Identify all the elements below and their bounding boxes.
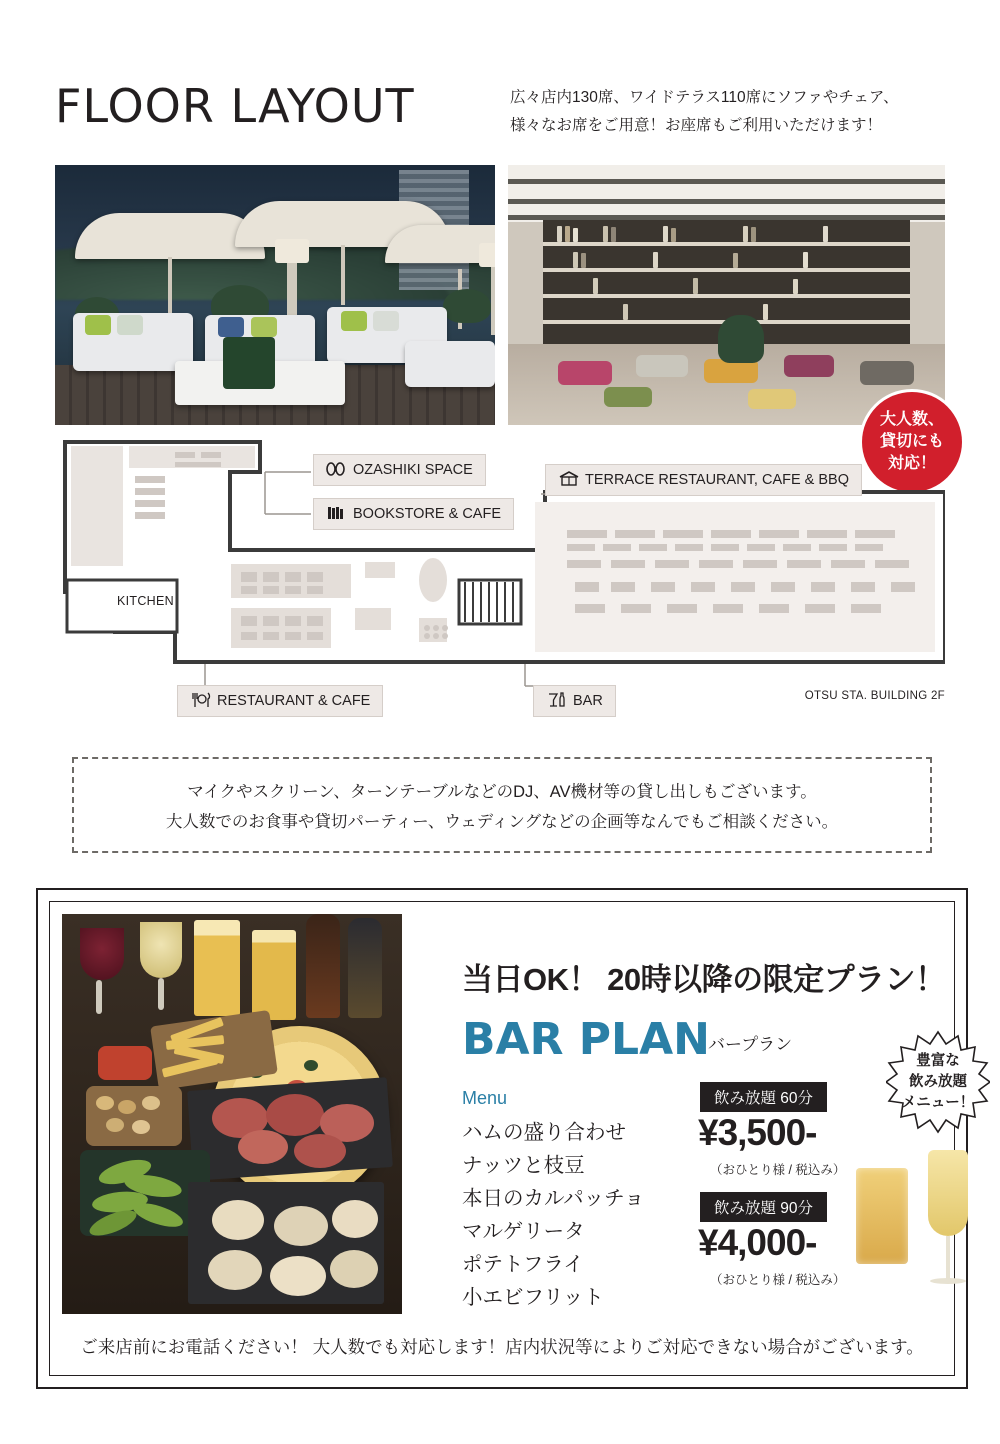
list-item: マルゲリータ [462,1220,585,1243]
list-item: ポテトフライ [462,1253,584,1276]
floorplan-label-bookstore [313,498,514,530]
burst-line2: 飲み放題 [909,1073,967,1090]
services-note-line2: 大人数でのお食事や貸切パーティー、ウェディングなどの企画等なんでもご相談ください。 [165,813,839,831]
menu-list [462,1116,644,1314]
terrace-photo [55,165,495,425]
terrace-icon [558,471,578,489]
drinks-photo [850,1138,990,1298]
page-header [55,78,945,148]
bar-plan-title-jp: バープラン [708,1035,793,1054]
floorplan [55,432,945,732]
services-note-line1: マイクやスクリーン、ターンテーブルなどのDJ、AV機材等の貸し出しもございます。 [187,783,817,801]
price-note-90min: （おひとり様 / 税込み） [710,1273,846,1287]
list-item: ハムの盛り合わせ [462,1121,626,1144]
price-tag-60min: 飲み放題 60分 [700,1082,827,1112]
list-item: 本日のカルパッチョ [462,1187,645,1210]
price-amount-90min: ¥4,000- [698,1222,817,1263]
interior-photo [508,165,945,425]
bar-plan-photo [62,914,402,1314]
price-tag-90min: 飲み放題 90分 [700,1192,827,1222]
floorplan-label-restaurant [177,685,383,717]
floorplan-kitchen-label: KITCHEN [117,594,174,608]
bar-plan-panel-inner [49,901,975,1376]
floorplan-label-text: TERRACE RESTAURANT, CAFE & BBQ [585,472,849,488]
burst-line3: メニュー！ [901,1094,975,1111]
cutlery-icon [190,692,210,710]
cushion-icon [326,461,346,479]
floorplan-building-note: OTSU STA. BUILDING 2F [804,690,945,702]
page-title: FLOOR LAYOUT [55,79,415,133]
floorplan-label-text: OZASHIKI SPACE [353,462,473,478]
bar-plan-panel [36,888,975,1389]
list-item: ナッツと枝豆 [462,1154,585,1177]
badge-line1: 大人数、 [879,411,944,428]
burst-line1: 豊富な [916,1052,960,1069]
header-subtitle-line2: 様々なお席をご用意！お座席もご利用いただけます！ [510,117,883,134]
header-subtitle-line1: 広々店内130席、ワイドテラス110席にソファやチェア、 [510,89,899,106]
menu-label: Menu [462,1088,508,1108]
drink-burst-badge [886,1030,990,1134]
bar-plan-title: BAR PLAN [462,1014,710,1065]
header-subtitle [510,84,960,140]
bar-plan-headline: 当日OK！ 20時以降の限定プラン！ [462,962,946,997]
bar-plan-footer: ご来店前にお電話ください！ 大人数でも対応します！店内状況等によりご対応できない場合がございます。 [80,1337,924,1357]
floorplan-label-ozashiki [313,454,486,486]
badge-line3: 対応！ [887,455,936,472]
floorplan-label-bar [533,685,616,717]
books-icon [326,505,346,523]
price-amount-60min: ¥3,500- [698,1112,817,1153]
glass-bottle-icon [546,692,566,710]
floorplan-label-text: BAR [573,693,603,709]
services-note [72,757,932,853]
floorplan-label-terrace [545,464,862,496]
floorplan-label-text: RESTAURANT & CAFE [217,693,371,709]
price-note-60min: （おひとり様 / 税込み） [710,1163,846,1177]
badge-line2: 貸切にも [879,433,944,450]
list-item: 小エビフリット [462,1286,604,1309]
floorplan-label-text: BOOKSTORE & CAFE [353,506,501,522]
